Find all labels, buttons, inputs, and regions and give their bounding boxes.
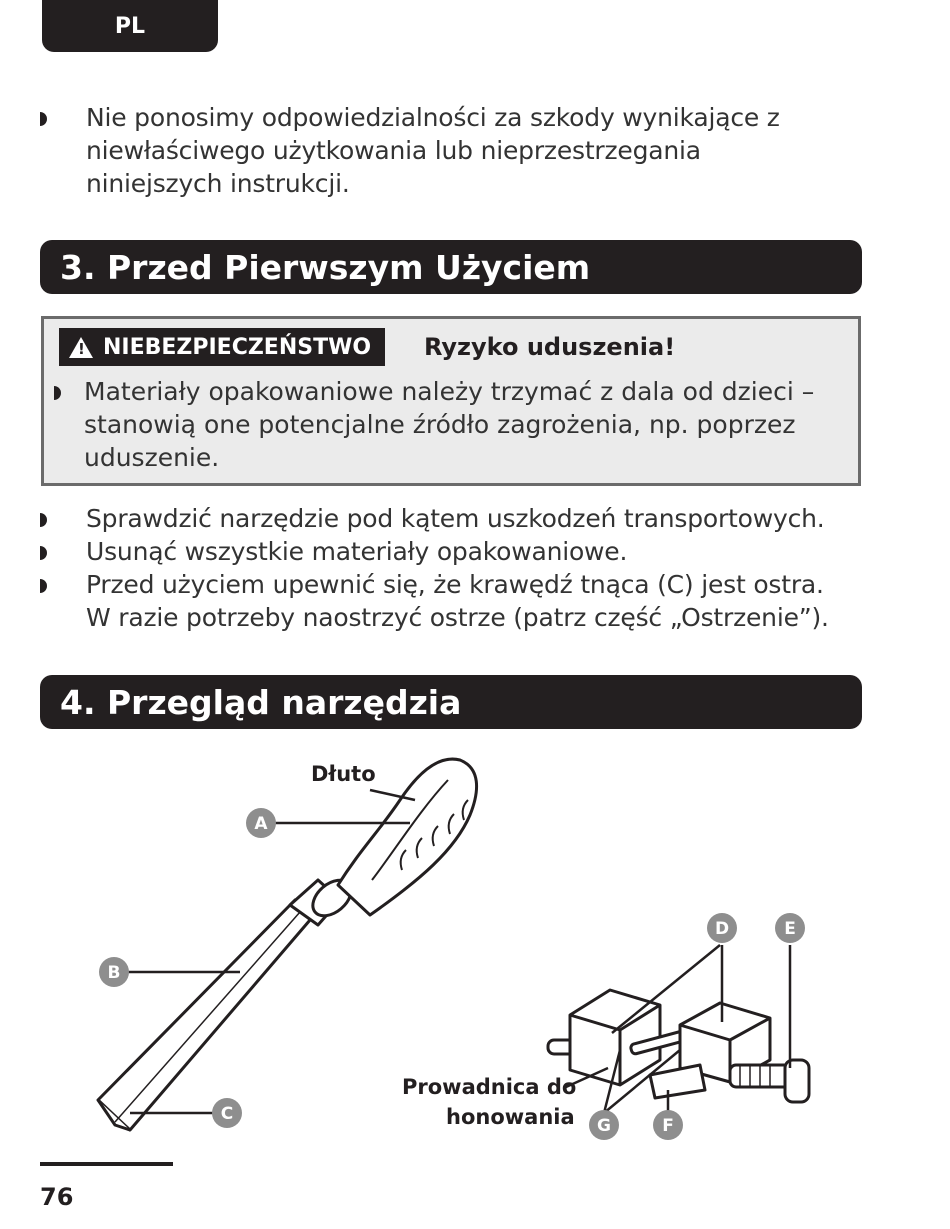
svg-text:B: B — [107, 963, 121, 983]
marker-b — [99, 957, 129, 987]
list-item: Usunąć wszystkie materiały opakowaniowe. — [40, 535, 840, 568]
svg-text:C: C — [220, 1104, 234, 1124]
list-item: Nie ponosimy odpowiedzialności za szkody wynikające z niewłaściwego użytkowania lub nieprzestrzegania niniejszych instrukcji. — [40, 101, 780, 200]
bullet-icon — [40, 513, 47, 527]
bullet-icon — [40, 546, 47, 560]
marker-c — [212, 1098, 242, 1128]
list-item: Sprawdzić narzędzie pod kątem uszkodzeń transportowych. — [40, 502, 840, 535]
svg-text:E: E — [784, 919, 796, 939]
tool-overview-diagram — [0, 740, 950, 1160]
honing-guide-label-line1: Prowadnica do — [402, 1075, 577, 1099]
warning-title: Ryzyko uduszenia! — [424, 333, 676, 361]
bullet-icon — [54, 386, 61, 400]
footer-rule — [40, 1162, 173, 1166]
page-number: 76 — [40, 1183, 74, 1211]
svg-text:D: D — [714, 919, 730, 939]
section-heading-3: 3. Przed Pierwszym Użyciem — [40, 240, 862, 294]
danger-warning-box — [41, 316, 861, 486]
chisel-label: Dłuto — [311, 762, 376, 786]
marker-a — [246, 808, 276, 838]
marker-d — [707, 913, 737, 943]
marker-g — [589, 1110, 619, 1140]
warning-list — [54, 375, 834, 474]
svg-text:G: G — [597, 1116, 611, 1136]
section-heading-4: 4. Przegląd narzędzia — [40, 675, 862, 729]
marker-e — [775, 913, 805, 943]
honing-guide-illustration — [548, 990, 809, 1102]
intro-bullet-list — [40, 101, 780, 200]
bullet-icon — [40, 112, 47, 126]
danger-label: ! NIEBEZPIECZEŃSTWO — [59, 328, 385, 366]
warning-triangle-icon: ! — [69, 337, 93, 358]
marker-f — [653, 1110, 683, 1140]
svg-text:A: A — [254, 814, 268, 834]
language-tab: PL — [42, 0, 218, 52]
bullet-icon — [40, 579, 47, 593]
list-item: Przed użyciem upewnić się, że krawędź tnąca (C) jest ostra. W razie potrzeby naostrzyć ostrze (patrz część „Ostrzenie”). — [40, 568, 840, 634]
honing-guide-label-line2: honowania — [446, 1105, 575, 1129]
list-item: Materiały opakowaniowe należy trzymać z dala od dzieci – stanowią one potencjalne źródło zagrożenia, np. poprzez uduszenie. — [54, 375, 834, 474]
preparation-bullet-list — [40, 502, 840, 634]
svg-text:F: F — [662, 1116, 674, 1136]
